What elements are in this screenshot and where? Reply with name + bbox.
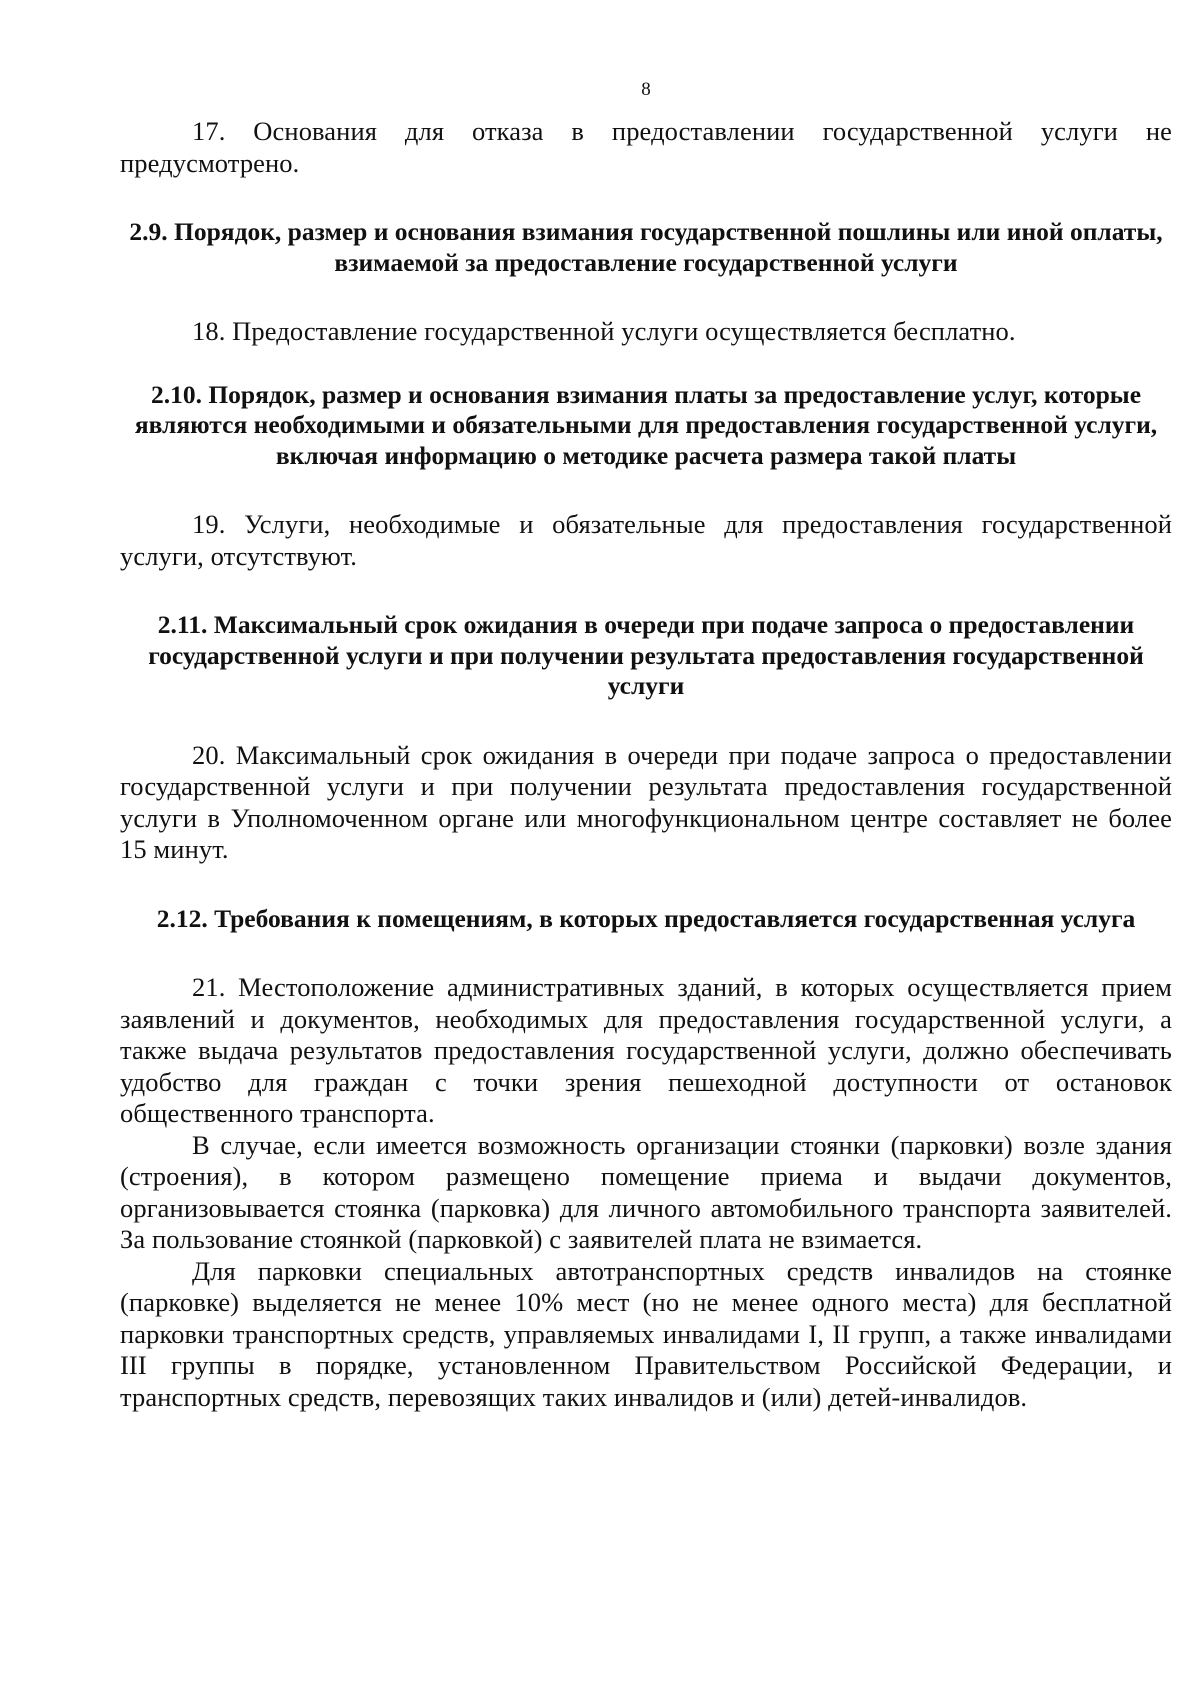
paragraph-17: 17. Основания для отказа в предоставлении государственной услуги не предусмотрено. xyxy=(120,116,1172,178)
document-page xyxy=(120,78,1172,1413)
spacer xyxy=(120,179,1172,217)
spacer xyxy=(120,348,1172,380)
paragraph-21-parking: В случае, если имеется возможность организации стоянки (парковки) возле здания (строения), в котором размещено помещение приема и выдачи документов, организовывается стоянка (парковка) для личного автомобильного транспорта заявителей. За пользование стоянкой (парковкой) с заявителей плата не взимается. xyxy=(120,1129,1172,1254)
spacer xyxy=(120,934,1172,972)
section-heading-2-11: 2.11. Максимальный срок ожидания в очереди при подаче запроса о предоставлении государственной услуги и при получении результата предоставления государственной услуги xyxy=(148,610,1144,700)
paragraph-20: 20. Максимальный срок ожидания в очереди при подаче запроса о предоставлении государственной услуги и при получении результата предоставления государственной услуги в Уполномоченном органе или многофункциональном центре составляет не более 15 минут. xyxy=(120,739,1172,864)
section-heading-2-10: 2.10. Порядок, размер и основания взимания платы за предоставление услуг, которые являются необходимыми и обязательными для предоставления государственной услуги, включая информацию о методике расчета размера такой платы xyxy=(134,379,1158,470)
section-heading-2-12: 2.12. Требования к помещениям, в которых предоставляется государственная услуга xyxy=(156,903,1136,933)
section-heading-2-9: 2.9. Порядок, размер и основания взимания государственной пошлины или иной оплаты, взимаемой за предоставление государственной услуги xyxy=(129,217,1163,277)
paragraph-18: 18. Предоставление государственной услуги осуществляется бесплатно. xyxy=(192,316,1016,346)
paragraph-19: 19. Услуги, необходимые и обязательные для предоставления государственной услуги, отсутствуют. xyxy=(120,509,1172,571)
paragraph-21-disabled-parking: Для парковки специальных автотранспортных средств инвалидов на стоянке (парковке) выделяется не менее 10% мест (но не менее одного места) для бесплатной парковки транспортных средств, управляемых инвалидами I, II групп, а также инвалидами III группы в порядке, установленном Правительством Российской Федерации, и транспортных средств, перевозящих таких инвалидов и (или) детей-инвалидов. xyxy=(120,1255,1172,1412)
page-number: 8 xyxy=(641,79,651,100)
paragraph-21: 21. Местоположение административных зданий, в которых осуществляется прием заявлений и документов, необходимых для предоставления государственной услуги, а также выдача результатов предоставления государственной услуги, должно обеспечивать удобство для граждан с точки зрения пешеходной доступности от остановок общественного транспорта. xyxy=(120,972,1172,1128)
spacer xyxy=(120,702,1172,740)
spacer xyxy=(120,278,1172,316)
spacer xyxy=(120,572,1172,610)
spacer xyxy=(120,471,1172,509)
spacer xyxy=(120,866,1172,904)
